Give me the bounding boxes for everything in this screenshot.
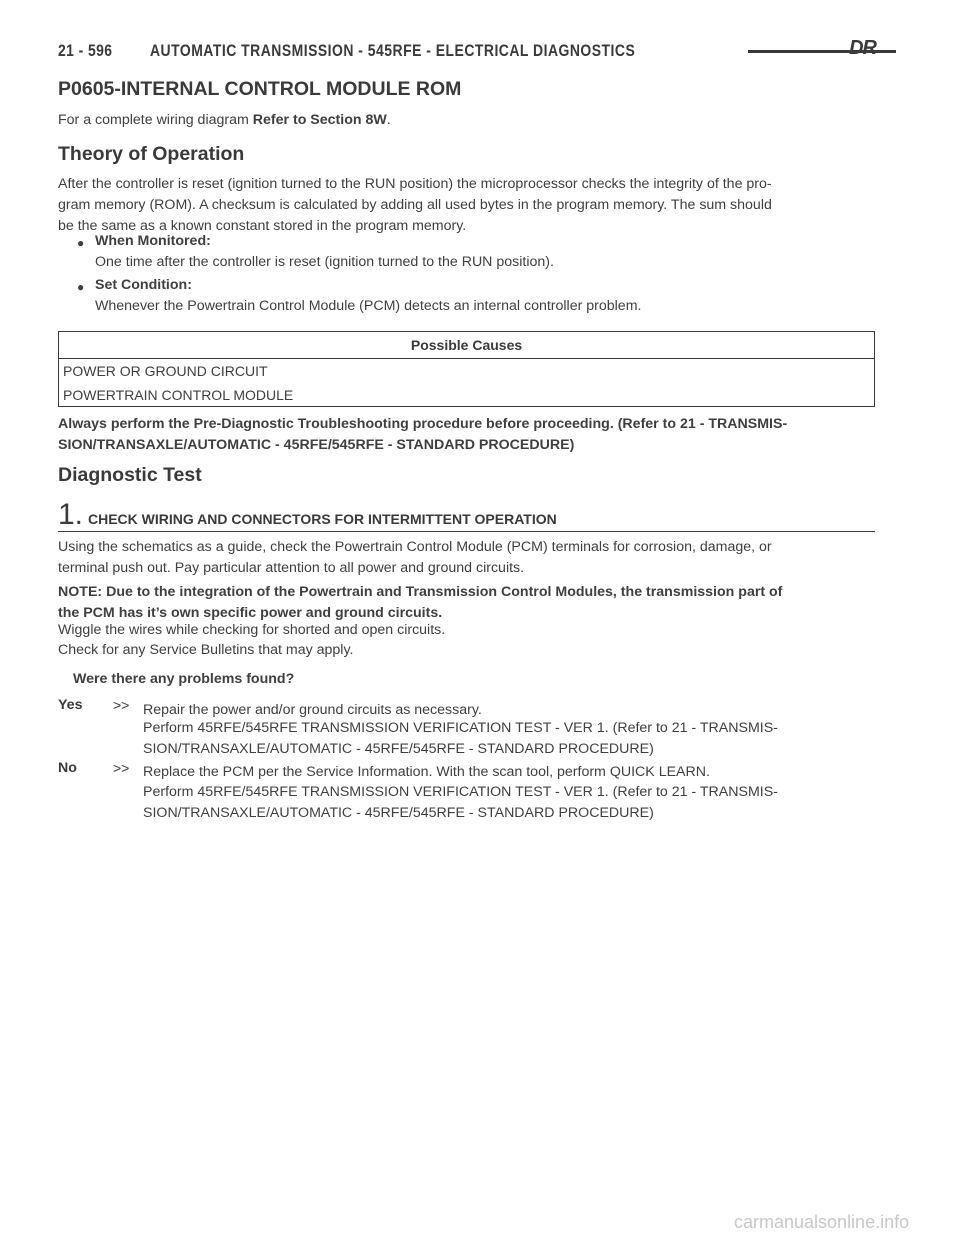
- bullet-set-condition: [95, 275, 875, 317]
- wiring-suffix: .: [386, 112, 391, 128]
- wiring-link[interactable]: Refer to Section 8W: [252, 112, 387, 128]
- verify-line: SION/TRANSAXLE/AUTOMATIC - 45RFE/545RFE - STANDARD PROCEDURE): [143, 741, 654, 757]
- chapter-title: AUTOMATIC TRANSMISSION - 545RFE - ELECTRICAL DIAGNOSTICS: [150, 41, 636, 60]
- step-number: 1.: [58, 498, 84, 531]
- bulletins-instruction: Check for any Service Bulletins that may apply.: [58, 642, 354, 658]
- pre-diagnostic-note: [58, 414, 878, 456]
- note-line: NOTE: Due to the integration of the Powertrain and Transmission Control Modules, the transmission part of: [58, 584, 783, 600]
- answer-arrow-icon: >>: [113, 760, 130, 776]
- watermark-text: carmanualsonline.info: [734, 1212, 910, 1232]
- causes-header: Possible Causes: [59, 332, 874, 359]
- answer-arrow-icon: >>: [113, 697, 130, 713]
- answer-no-replace: Replace the PCM per the Service Information. With the scan tool, perform QUICK LEARN.: [143, 764, 710, 780]
- cause-row: POWER OR GROUND CIRCUIT: [63, 363, 268, 379]
- verify-line: Perform 45RFE/545RFE TRANSMISSION VERIFICATION TEST - VER 1. (Refer to 21 - TRANSMIS-: [143, 784, 778, 800]
- note-line: the PCM has it’s own specific power and ground circuits.: [58, 605, 443, 621]
- theory-line: After the controller is reset (ignition turned to the RUN position) the microprocessor checks the integrity of the pro-: [58, 176, 772, 192]
- theory-paragraph: [58, 174, 878, 237]
- answer-no-label[interactable]: No: [58, 760, 77, 776]
- possible-causes-table: [58, 331, 875, 407]
- cause-row: POWERTRAIN CONTROL MODULE: [63, 387, 294, 403]
- page-number: 21 - 596: [58, 41, 113, 60]
- step-question: Were there any problems found?: [73, 671, 295, 687]
- bullet-icon: ●: [77, 236, 85, 250]
- answer-no-verify: [143, 782, 876, 824]
- answer-yes-label[interactable]: Yes: [58, 697, 83, 713]
- answer-yes-verify: [143, 718, 876, 760]
- model-logo: DR: [849, 37, 876, 59]
- pre-diag-line: SION/TRANSAXLE/AUTOMATIC - 45RFE/545RFE - STANDARD PROCEDURE): [58, 437, 575, 453]
- step-paragraph: [58, 537, 878, 579]
- step-line: Using the schematics as a guide, check the Powertrain Control Module (PCM) terminals for corrosion, damage, or: [58, 539, 772, 555]
- theory-line: gram memory (ROM). A checksum is calculated by adding all used bytes in the program memory. The sum should: [58, 197, 772, 213]
- wiggle-instruction: Wiggle the wires while checking for shorted and open circuits.: [58, 622, 446, 638]
- bullet-label: Set Condition:: [95, 277, 192, 293]
- wiring-prefix: For a complete wiring diagram: [58, 112, 253, 128]
- page-header: [58, 38, 876, 64]
- bullet-icon: ●: [77, 280, 85, 294]
- verify-line: Perform 45RFE/545RFE TRANSMISSION VERIFICATION TEST - VER 1. (Refer to 21 - TRANSMIS-: [143, 720, 778, 736]
- theory-heading: Theory of Operation: [58, 143, 245, 165]
- bullet-label: When Monitored:: [95, 233, 211, 249]
- dtc-title: P0605-INTERNAL CONTROL MODULE ROM: [58, 78, 462, 100]
- bullet-text: One time after the controller is reset (ignition turned to the RUN position).: [95, 254, 554, 270]
- theory-line: be the same as a known constant stored in the program memory.: [58, 218, 467, 234]
- step-title: CHECK WIRING AND CONNECTORS FOR INTERMITTENT OPERATION: [88, 511, 557, 527]
- wiring-reference: [58, 110, 878, 131]
- step-line: terminal push out. Pay particular attention to all power and ground circuits.: [58, 560, 525, 576]
- bullet-text: Whenever the Powertrain Control Module (PCM) detects an internal controller problem.: [95, 298, 642, 314]
- pre-diag-line: Always perform the Pre-Diagnostic Troubleshooting procedure before proceeding. (Refer to 21 - TRANSMIS-: [58, 416, 788, 432]
- answer-yes-repair: Repair the power and/or ground circuits as necessary.: [143, 702, 482, 718]
- verify-line: SION/TRANSAXLE/AUTOMATIC - 45RFE/545RFE - STANDARD PROCEDURE): [143, 805, 654, 821]
- diagnostic-heading: Diagnostic Test: [58, 464, 202, 486]
- integration-note: [58, 582, 878, 624]
- step-rule: [58, 531, 875, 532]
- bullet-when-monitored: [95, 231, 875, 273]
